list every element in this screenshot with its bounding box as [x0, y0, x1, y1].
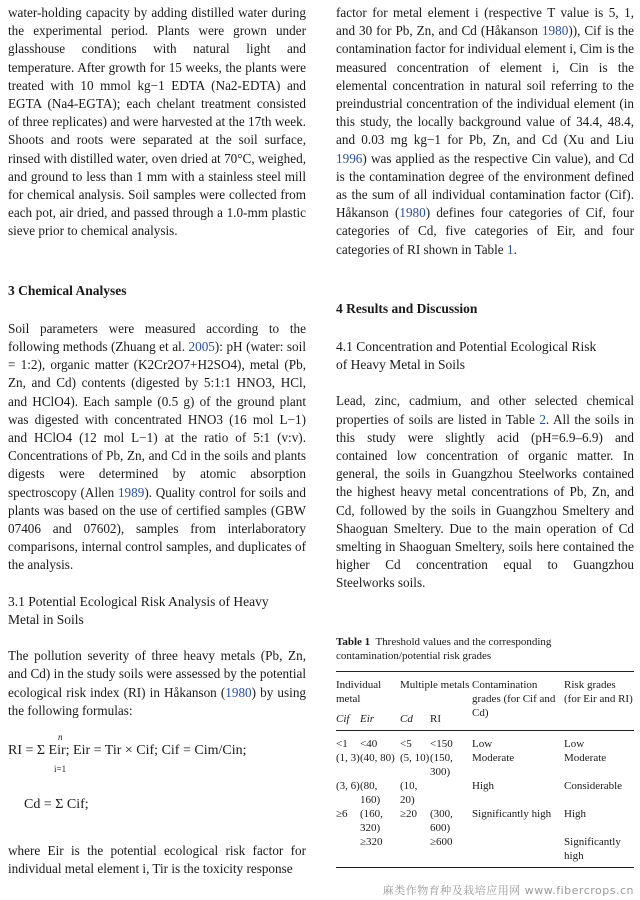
- paragraph-results: [336, 392, 634, 592]
- header-individual-metal: [336, 671, 400, 706]
- equation-ri: RI = Σ Eir; Eir = Tir × Cif; Cif = Cim/Cin;: [8, 742, 247, 758]
- paragraph-text: ). Quality control for soils and plants was based on the use of certified samples (GBW 07406 and 07602), samples from interlaboratory comparisons, internal control samples, and duplicates of the analysis.: [8, 484, 306, 573]
- cell-ri: (300, 600): [430, 807, 453, 834]
- cell-cf: ≥6: [336, 807, 348, 820]
- table-row: [336, 779, 634, 807]
- paragraph-text: factor for metal element i (respective T value is 5, 1, and 30 for Pb, Zn, and Cd (Håkanson: [336, 5, 634, 39]
- header-risk-grades: [564, 671, 634, 730]
- cell-contamination: Significantly high: [472, 807, 552, 820]
- paragraph-text: ) by using the following formulas:: [8, 684, 307, 718]
- paragraph-factors: [336, 4, 634, 259]
- cell-cf: <1: [336, 737, 348, 750]
- cell-cd: (5, 10): [400, 751, 430, 764]
- cell-er: (80, 160): [360, 779, 381, 806]
- cell-contamination: [472, 835, 564, 868]
- paragraph-text: Lead, zinc, cadmium, and other selected chemical properties of soils are listed in Table: [336, 393, 634, 427]
- risk-grades-table: [336, 671, 634, 868]
- cell-er: (160, 320): [360, 807, 383, 834]
- citation-link[interactable]: 1980: [399, 205, 426, 221]
- citation-link[interactable]: 2: [539, 411, 546, 427]
- paragraph-where: [8, 842, 306, 878]
- citation-link[interactable]: 2005: [188, 339, 215, 355]
- equation-block-1: [8, 731, 306, 780]
- paragraph-text: ): pH (water: soil = 1:2), organic matter (K2Cr2O7+H2SO4), metal (Pb, Zn, and Cd) contents (digested by 5:1:1 HNO3, HCl, and HClO4). Each sample (0.5 g) of the ground plant was digested with concentrated HNO3 (16 mol L−1) and HClO4 (12 mol L−1) at the ratio of 5:1 (v:v). Concentrations of Pb, Zn, and Cd in the soils and plants digests were determined by atomic absorption spectroscopy (Allen: [8, 339, 306, 500]
- citation-link[interactable]: 1989: [117, 484, 145, 500]
- subsection-heading-concentration: [336, 338, 634, 374]
- cell-risk: Significantly high: [564, 835, 621, 862]
- subheader-er: Eir: [360, 712, 375, 725]
- paragraph-methods-end: [8, 4, 306, 241]
- heading-line: 4.1 Concentration and Potential Ecological Risk: [336, 339, 597, 355]
- table-header-row: [336, 671, 634, 706]
- paragraph-text: .: [513, 241, 517, 257]
- left-column: [8, 0, 306, 878]
- heading-line: Metal in Soils: [8, 611, 84, 627]
- cell-contamination: Low: [472, 737, 493, 750]
- cell-risk: Moderate: [564, 751, 607, 764]
- equation-cd: Cd = Σ Cif;: [24, 796, 89, 812]
- cell-ri: ≥600: [430, 835, 453, 848]
- cell-ri: (150, 300): [430, 751, 453, 778]
- subsection-heading-risk-analysis: [8, 593, 306, 629]
- table-caption: [336, 635, 634, 663]
- cell-contamination: Moderate: [472, 751, 515, 764]
- cell-risk: Low: [564, 737, 585, 750]
- header-text: Multiple metals: [400, 678, 470, 691]
- paragraph-chemical-analyses: [8, 320, 306, 575]
- paragraph-text: . All the soils in this study were slightly acid (pH=6.9–6.9) and contained low concentration of organic matter. In general, the soils in Guangzhou Steelworks contained the highest heavy metal concentrations of Pb, Zn, and Cd, followed by the soils in Guangzhou Smeltery and Shaoguan Smeltery. Due to the main operation of Cd smelting in Shaoguan Smeltery, soils here contained the higher Cd concentration equal to Guangzhou Steelworks soils.: [336, 411, 634, 591]
- header-text: Contamination grades (for Cif and Cd): [472, 678, 556, 719]
- section-heading-results: 4 Results and Discussion: [336, 300, 478, 316]
- paragraph-risk-index: [8, 647, 306, 720]
- cell-ri: [430, 779, 472, 807]
- right-column: [336, 0, 634, 868]
- header-multiple-metals: [400, 671, 472, 706]
- subheader-cd: Cd: [400, 712, 413, 725]
- paragraph-text: where Eir is the potential ecological risk factor for individual metal element i, Tir is the toxicity response: [8, 842, 306, 877]
- cell-contamination: High: [472, 779, 495, 792]
- citation-link[interactable]: 1: [506, 241, 514, 257]
- table-caption-label: Table 1: [336, 635, 371, 648]
- cell-cd: ≥20: [400, 807, 418, 820]
- paragraph-text: ) defines four categories of Cif, four categories of Cd, five categories of Eir, and four categories of RI shown in Table: [336, 205, 634, 257]
- cell-er: ≥320: [360, 835, 383, 848]
- cell-cf: (3, 6): [336, 779, 360, 792]
- table-row: [336, 807, 634, 835]
- header-text: Individual metal: [336, 678, 382, 705]
- subheader-ri: RI: [430, 712, 441, 725]
- citation-link[interactable]: 1996: [336, 150, 363, 166]
- citation-link[interactable]: 1980: [541, 23, 569, 39]
- paragraph-text: ) was applied as the respective Cin value), and Cd is the contamination degree of the environment defined as the sum of all individual contamination factor (Cif). Håkanson (: [336, 150, 634, 221]
- cell-cd: (10, 20): [400, 779, 418, 806]
- heading-line: of Heavy Metal in Soils: [336, 357, 465, 373]
- equation-block-2: [8, 790, 306, 828]
- section-heading-chemical-analyses: 3 Chemical Analyses: [8, 282, 127, 298]
- sum-upper-limit: n: [58, 731, 63, 742]
- citation-link[interactable]: 1980: [225, 684, 252, 700]
- paragraph-text: Soil parameters were measured according to the following methods (Zhuang et al.: [8, 320, 306, 355]
- table-caption-text: Threshold values and the corresponding contamination/potential risk grades: [336, 635, 552, 662]
- heading-line: 3.1 Potential Ecological Risk Analysis of Heavy: [8, 593, 269, 609]
- paragraph-text: )), Cif is the contamination factor for individual element i, Cim is the measured concentration of element i, Cin is the elemental concentration in natural soil referring to the preindustrial concentration of the individual element (in this study, the locally background value of 34.4, 48.4, and 0.03 mg kg−1 for Pb, Zn, and Cd (Xu and Liu: [336, 23, 634, 148]
- table-row: [336, 730, 634, 751]
- site-watermark: 麻类作物育种及栽培应用网 www.fibercrops.cn: [382, 884, 634, 897]
- cell-cd: [400, 835, 430, 868]
- cell-er: <40: [360, 737, 378, 750]
- subheader-cf: Cif: [336, 712, 350, 725]
- sum-lower-limit: i=1: [54, 763, 67, 774]
- cell-cf: (1, 3): [336, 751, 360, 764]
- paragraph-text: water-holding capacity by adding distilled water during the experimental period. Plants were grown under glasshouse conditions with natural light and temperature. After growth for 15 weeks, the plants were treated with 10 mmol kg−1 EDTA (Na2-EDTA) and EGTA (Na4-EGTA); each chelant treatment consisted of three replicates) and were harvested at the 17th week. Shoots and roots were separated at the soil surface, rinsed with distilled water, oven dried at 70°C, weighed, and ground to less than 1 mm with a stainless steel mill for chemical analysis. Soil samples were collected from each pot, air dried, and passed through a 1.0-mm plastic sieve prior to chemical analysis.: [8, 5, 306, 239]
- cell-er: (40, 80): [360, 751, 395, 764]
- cell-risk: High: [564, 807, 587, 820]
- table-row: [336, 835, 634, 868]
- table-row: [336, 751, 634, 779]
- header-text: Risk grades (for Eir and RI): [564, 678, 633, 705]
- paragraph-text: The pollution severity of three heavy metals (Pb, Zn, and Cd) in the study soils were assessed by the potential ecological risk index (RI) in Håkanson (: [8, 648, 306, 700]
- cell-cf: [336, 835, 360, 868]
- header-contamination-grades: [472, 671, 564, 730]
- cell-ri: <150: [430, 737, 453, 750]
- cell-risk: Considerable: [564, 779, 623, 792]
- cell-cd: <5: [400, 737, 412, 750]
